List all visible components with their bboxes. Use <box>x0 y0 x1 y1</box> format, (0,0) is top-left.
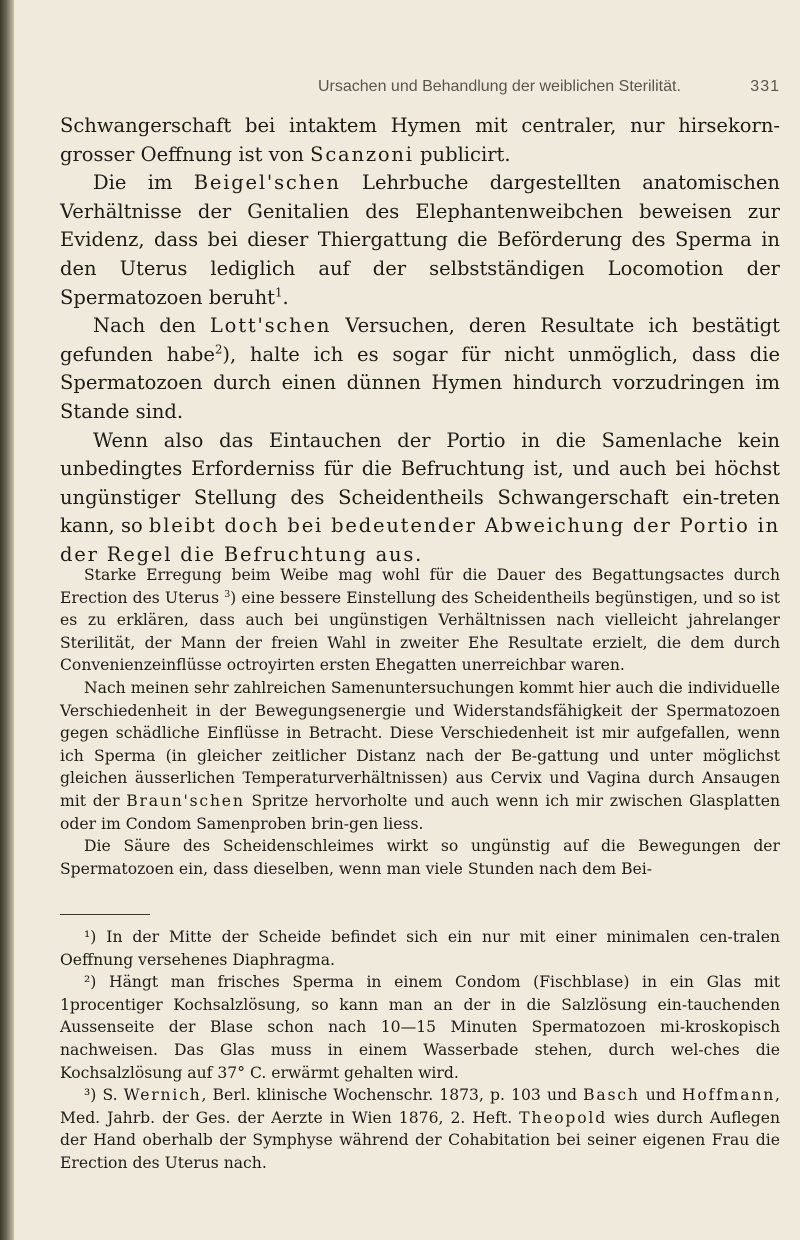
main-paragraph-3 <box>60 312 780 426</box>
text-run: Nach meinen sehr zahlreichen Samenuntersuchungen kommt hier auch die individuelle Verschiedenheit in der Bewegungsenergie und Widerstandsfähigkeit der Spermatozoen gegen schädliche Einflüsse in Betracht. Diese Verschiedenheit ist mir aufgefallen, wenn ich Sperma (in gleicher zeitlicher Distanz nach der Be-gattung und unter möglichst gleichen äusserlichen Temperaturverhältnissen) aus Cervix und Vagina durch Ansaugen mit der <box>60 678 780 810</box>
running-head-title: Ursachen und Behandlung der weiblichen Sterilität. <box>318 78 681 95</box>
footnote-3 <box>60 1084 780 1174</box>
book-binding-edge <box>0 0 14 1240</box>
running-head <box>318 78 780 96</box>
emphasized-conclusion: bleibt doch bei bedeutender Abweichung der Portio in der Regel die Befruchtung aus. <box>60 514 781 566</box>
author-name: Hoffmann <box>681 1086 776 1105</box>
main-paragraph-2 <box>60 169 780 312</box>
small-paragraph-1 <box>60 564 780 677</box>
text-run: ), halte ich es sogar für nicht unmöglich, dass die Spermatozoen durch einen dünnen Hymen hindurch vorzudringen im Stande sind. <box>60 342 780 423</box>
text-run: Lehrbuche dargestellten anatomischen Verhältnisse der Genitalien des Elephantenweibchen beweisen zur Evidenz, dass bei dieser Thiergattung die Beförderung des Sperma in den Uterus lediglich auf der selbstständigen Locomotion der Spermatozoen beruht <box>60 171 780 309</box>
footnote-divider <box>60 914 150 915</box>
footnote-marker: ³) <box>84 1086 97 1105</box>
text-run: Die im <box>93 171 194 195</box>
author-name: Scanzoni <box>310 142 414 166</box>
text-run: Versuchen, deren Resultate ich bestätigt gefunden habe <box>60 314 780 366</box>
small-paragraph-3: Die Säure des Scheidenschleimes wirkt so ungünstig auf die Bewegungen der Spermatozoen ein, dass dieselben, wenn man viele Stunden nach dem Bei- <box>60 837 780 878</box>
author-name: Basch <box>583 1086 640 1105</box>
author-name: Lott'schen <box>209 314 332 338</box>
footnote-marker: ¹) <box>84 928 97 946</box>
text-run: und <box>639 1086 682 1105</box>
footnote-ref: 3 <box>224 588 231 600</box>
text-run: ) eine bessere Einstellung des Scheidentheils begünstigen, und so ist es zu erklären, dass auch bei ungünstigen Verhältnissen nach vielleicht jahrelanger Sterilität, der Mann der freien Wahl in zweiter Ehe Resultate erzielt, die dem durch Convenienzeinflüsse octroyirten ersten Ehegatten unerreichbar waren. <box>60 588 780 675</box>
main-text <box>60 112 780 570</box>
text-run: Wenn also das Eintauchen der Portio in die Samenlache kein unbedingtes Erforderniss für die Befruchtung ist, und auch bei höchst ungünstiger Stellung des Scheidentheils Schwangerschaft ein-treten kann, so <box>60 428 780 538</box>
footnote-ref: 1 <box>275 285 283 300</box>
text-run: In der Mitte der Scheide befindet sich ein nur mit einer minimalen cen-tralen Oeffnung versehenes Diaphragma. <box>60 928 780 969</box>
main-paragraph-4 <box>60 427 780 570</box>
text-run: , Med. Jahrb. der Ges. der Aerzte in Wien 1876, 2. Heft. <box>60 1086 781 1127</box>
author-name: Wernich <box>123 1086 202 1105</box>
small-paragraph-2 <box>60 677 780 835</box>
text-run: Starke Erregung beim Weibe mag wohl für die Dauer des Begattungsactes durch Erection des Uterus <box>60 566 780 607</box>
small-print-section <box>60 564 780 880</box>
page-number: 331 <box>750 78 780 95</box>
footnotes <box>60 926 780 1175</box>
text-run: , Berl. klinische Wochenschr. 1873, p. 103 und <box>201 1086 584 1105</box>
text-run: Schwangerschaft bei intaktem Hymen mit centraler, nur hirsekorn-grosser Oeffnung ist von <box>60 114 780 166</box>
author-name: Beigel'schen <box>193 171 341 195</box>
text-run: . <box>282 285 289 309</box>
text-run: Nach den <box>93 314 210 338</box>
author-name: Theopold <box>519 1108 607 1127</box>
text-run: Spritze hervorholte und auch wenn ich mir zwischen Glasplatten oder im Condom Samenproben brin-gen liess. <box>60 791 780 833</box>
author-name: Braun'schen <box>126 791 245 810</box>
footnote-ref: 2 <box>214 342 223 357</box>
footnote-1 <box>60 926 780 971</box>
footnote-2 <box>60 971 780 1084</box>
text-run: wies durch Auflegen der Hand oberhalb der Symphyse während der Cohabitation bei seiner eigenen Frau die Erection des Uterus nach. <box>60 1108 781 1172</box>
text-run: publicirt. <box>413 142 511 166</box>
main-paragraph-1 <box>60 112 780 169</box>
text-run: Hängt man frisches Sperma in einem Condom (Fischblase) in ein Glas mit 1procentiger Kochsalzlösung, so kann man an der in die Salzlösung ein-tauchenden Aussenseite der Blase schon nach 10—15 Minuten Spermatozoen mi-kroskopisch nachweisen. Das Glas muss in einem Wasserbade stehen, durch wel-ches die Kochsalzlösung auf 37° C. erwärmt gehalten wird. <box>60 973 780 1082</box>
footnote-marker: ²) <box>84 973 97 992</box>
text-run: S. <box>96 1086 124 1105</box>
